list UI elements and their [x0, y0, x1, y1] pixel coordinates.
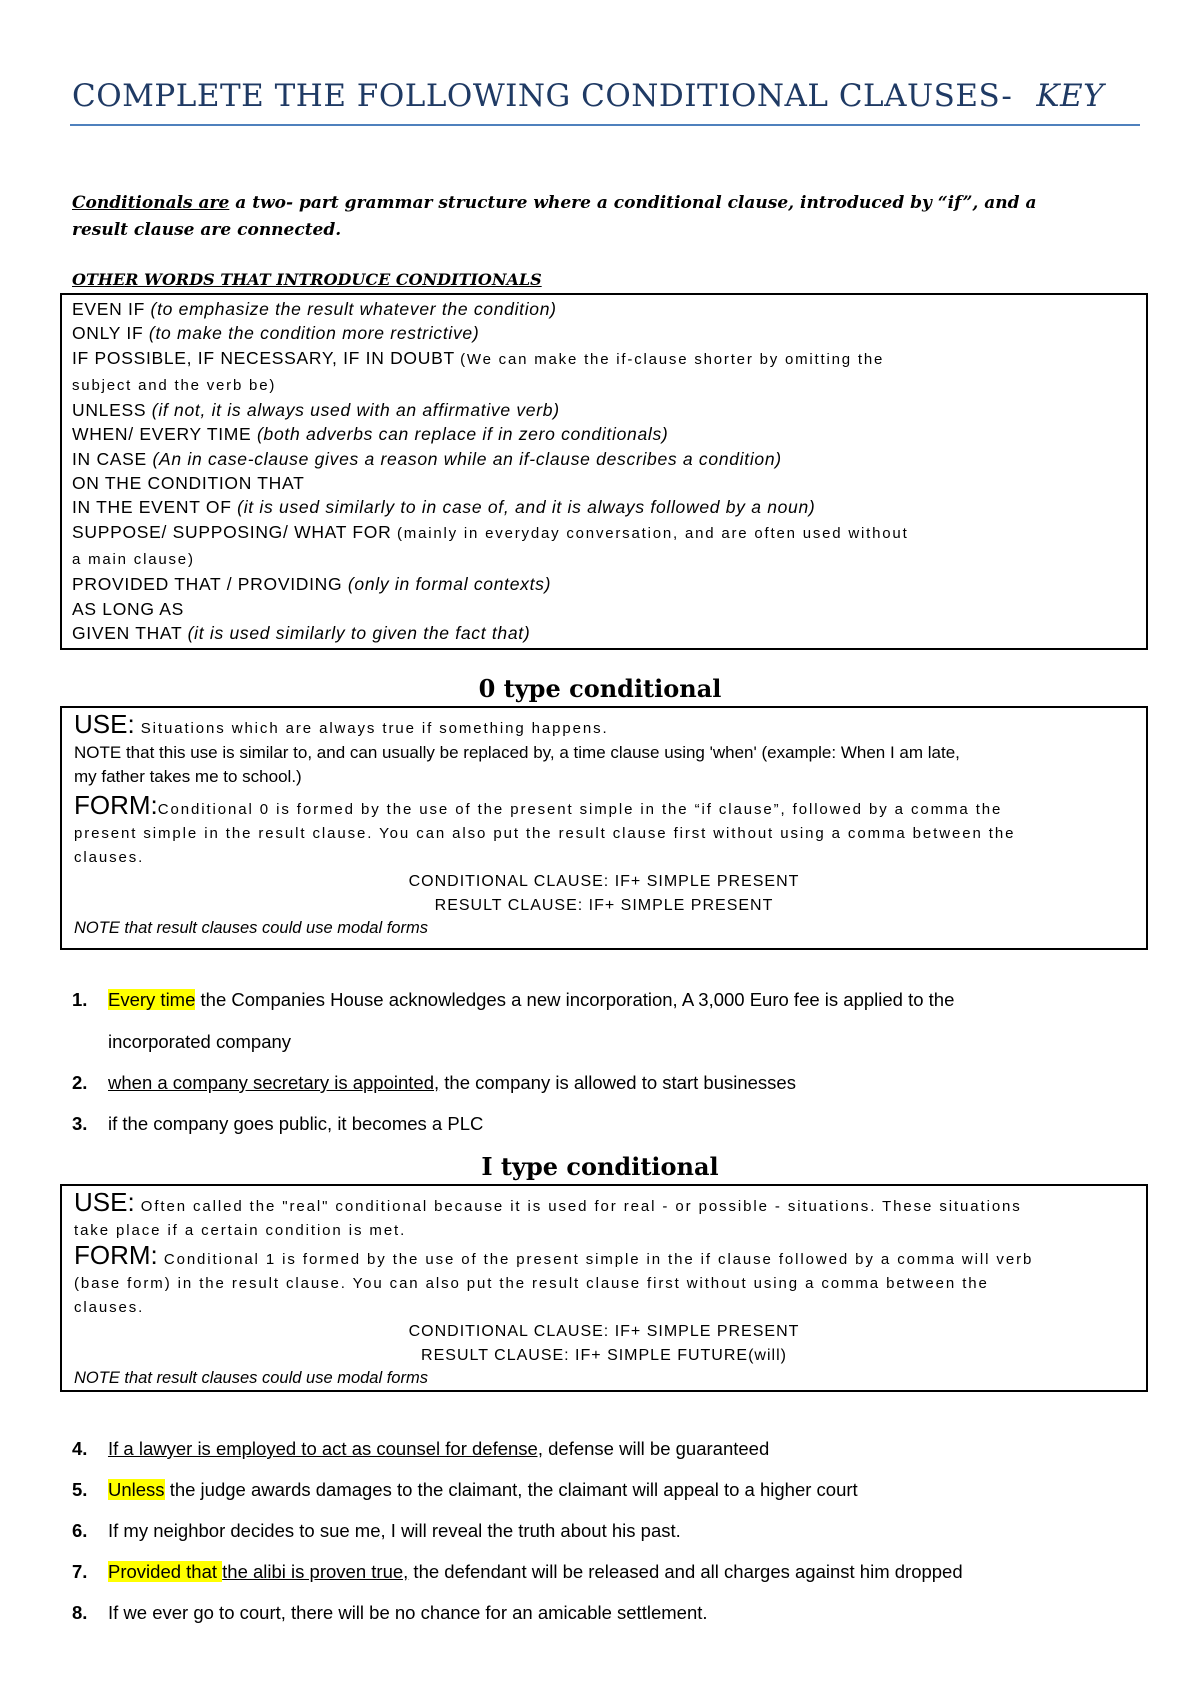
word-note: (it is used similarly to given the fact that): [187, 622, 531, 643]
item-text: the company is allowed to start businesses: [439, 1072, 796, 1093]
type0-form: [74, 790, 1134, 822]
document-title: [72, 78, 1142, 114]
item-number: 2.: [72, 1072, 88, 1093]
type1-result-clause: RESULT CLAUSE: IF+ SIMPLE FUTURE(will): [421, 1347, 787, 1364]
word-row: [72, 597, 1136, 621]
list-item: [72, 1071, 1152, 1095]
type1-cond-clause: CONDITIONAL CLAUSE: IF+ SIMPLE PRESENT: [408, 1323, 800, 1340]
word-row-cont: [72, 372, 1136, 398]
list-item: [72, 1519, 1152, 1543]
use-text: Situations which are always true if something happens.: [140, 720, 609, 737]
word-note: (if not, it is always used with an affirmative verb): [151, 400, 560, 421]
use-text: Often called the "real" conditional because it is used for real - or possible - situations. These situations: [140, 1198, 1022, 1215]
type0-result-clause: RESULT CLAUSE: IF+ SIMPLE PRESENT: [434, 897, 774, 914]
word-term: IF POSSIBLE, IF NECESSARY, IF IN DOUBT: [72, 347, 455, 368]
item-text: if the company goes public, it becomes a PLC: [108, 1113, 484, 1134]
item-number: 5.: [72, 1479, 88, 1500]
word-row: [72, 297, 1136, 321]
type1-rule-box: [60, 1184, 1148, 1392]
word-term: GIVEN THAT: [72, 622, 183, 643]
word-note: (mainly in everyday conversation, and are often used without: [396, 524, 909, 542]
type1-form-line3: clauses.: [74, 1299, 145, 1316]
word-row: [72, 398, 1136, 422]
word-term: EVEN IF: [72, 299, 145, 319]
type1-form: [74, 1240, 1134, 1272]
other-words-heading: OTHER WORDS THAT INTRODUCE CONDITIONALS: [72, 270, 542, 289]
type0-note2: my father takes me to school.): [74, 767, 302, 786]
title-rule: [70, 124, 1140, 126]
list-item: [72, 1437, 1152, 1461]
title-main: COMPLETE THE FOLLOWING CONDITIONAL CLAUSES-: [72, 78, 1013, 114]
item-text: the Companies House acknowledges a new incorporation, A 3,000 Euro fee is applied to the: [195, 989, 955, 1010]
highlighted-word: Provided that: [108, 1561, 223, 1582]
underlined-text: If a lawyer is employed to act as counsel for defense,: [108, 1438, 543, 1459]
word-row: [72, 495, 1136, 519]
item-number: 6.: [72, 1520, 88, 1541]
intro-underlined: Conditionals are: [72, 193, 230, 213]
highlighted-word: Unless: [108, 1479, 165, 1500]
word-term: IN CASE: [72, 448, 147, 469]
word-row: [72, 471, 1136, 495]
list-item: [72, 988, 1152, 1012]
type1-use-line2: take place if a certain condition is met.: [74, 1222, 407, 1239]
word-row: [72, 520, 1136, 546]
word-note: (it is used similarly to in case of, and it is always followed by a noun): [237, 497, 816, 518]
form-text: Conditional 1 is formed by the use of the present simple in the if clause followed by a comma will verb: [163, 1251, 1034, 1268]
list-item: [72, 1478, 1152, 1502]
word-row: [72, 422, 1136, 446]
type0-heading: 0 type conditional: [478, 674, 722, 703]
list-item: [72, 1560, 1152, 1584]
word-note: (both adverbs can replace if in zero conditionals): [257, 424, 669, 445]
form-label: FORM:: [74, 1240, 158, 1270]
item-text: the judge awards damages to the claimant, the claimant will appeal to a higher court: [164, 1479, 858, 1500]
word-term: ON THE CONDITION THAT: [72, 473, 305, 494]
word-term: PROVIDED THAT / PROVIDING: [72, 574, 343, 595]
word-row: [72, 321, 1136, 345]
underlined-text: when a company secretary is appointed,: [108, 1072, 440, 1093]
underlined-text: the alibi is proven true,: [222, 1561, 409, 1582]
list-item: [72, 1112, 1152, 1136]
word-row: [72, 346, 1136, 372]
item-text: If my neighbor decides to sue me, I will reveal the truth about his past.: [108, 1520, 681, 1541]
use-label: USE:: [74, 1187, 135, 1217]
word-note: (An in case-clause gives a reason while an if-clause describes a condition): [152, 448, 782, 469]
list-item-cont: incorporated company: [108, 1031, 292, 1052]
type1-heading: I type conditional: [481, 1152, 719, 1181]
word-term: IN THE EVENT OF: [72, 497, 232, 518]
item-number: 8.: [72, 1602, 88, 1623]
type0-note1: NOTE that this use is similar to, and can usually be replaced by, a time clause using 'when' (example: When I am late,: [74, 743, 960, 762]
type0-use: [74, 709, 1134, 741]
word-term: SUPPOSE/ SUPPOSING/ WHAT FOR: [72, 521, 392, 542]
title-key: KEY: [1036, 78, 1105, 114]
item-number: 7.: [72, 1561, 88, 1582]
use-label: USE:: [74, 709, 135, 739]
intro-line2: result clause are connected.: [72, 220, 342, 240]
word-term: AS LONG AS: [72, 598, 185, 619]
highlighted-word: Every time: [108, 989, 196, 1010]
intro-rest: a two- part grammar structure where a conditional clause, introduced by “if”, and a: [229, 193, 1037, 213]
type1-modal-note: NOTE that result clauses could use modal forms: [74, 1369, 428, 1387]
word-row-cont: [72, 546, 1136, 572]
type1-use: [74, 1187, 1134, 1219]
item-text: the defendant will be released and all charges against him dropped: [408, 1561, 963, 1582]
word-note-cont: subject and the verb be): [72, 376, 277, 394]
word-note: (only in formal contexts): [347, 574, 552, 595]
intro-paragraph: [72, 190, 1132, 244]
type0-form-line2: present simple in the result clause. You can also put the result clause first without using a comma between the: [74, 825, 1016, 842]
word-note: (We can make the if-clause shorter by omitting the: [460, 350, 885, 368]
item-number: 1.: [72, 989, 88, 1010]
type0-cond-clause: CONDITIONAL CLAUSE: IF+ SIMPLE PRESENT: [408, 873, 800, 890]
item-text: If we ever go to court, there will be no chance for an amicable settlement.: [108, 1602, 708, 1623]
type0-rule-box: [60, 706, 1148, 950]
word-row: [72, 621, 1136, 645]
item-text: defense will be guaranteed: [542, 1438, 770, 1459]
word-note-cont: a main clause): [72, 550, 195, 568]
type0-form-line3: clauses.: [74, 849, 145, 866]
word-note: (to emphasize the result whatever the condition): [150, 299, 557, 319]
list-item: [72, 1601, 1152, 1625]
word-term: WHEN/ EVERY TIME: [72, 424, 252, 445]
word-row: [72, 447, 1136, 471]
type0-modal-note: NOTE that result clauses could use modal forms: [74, 919, 428, 937]
item-number: 4.: [72, 1438, 88, 1459]
other-words-box: [60, 293, 1148, 650]
word-note: (to make the condition more restrictive): [148, 323, 480, 344]
word-term: ONLY IF: [72, 323, 144, 344]
item-number: 3.: [72, 1113, 88, 1134]
word-term: UNLESS: [72, 400, 147, 421]
word-row: [72, 572, 1136, 596]
type1-form-line2: (base form) in the result clause. You can also put the result clause first without using a comma between the: [74, 1275, 989, 1292]
form-label: FORM:: [74, 790, 158, 820]
form-text: Conditional 0 is formed by the use of the present simple in the “if clause”, followed by a comma the: [157, 801, 1003, 818]
